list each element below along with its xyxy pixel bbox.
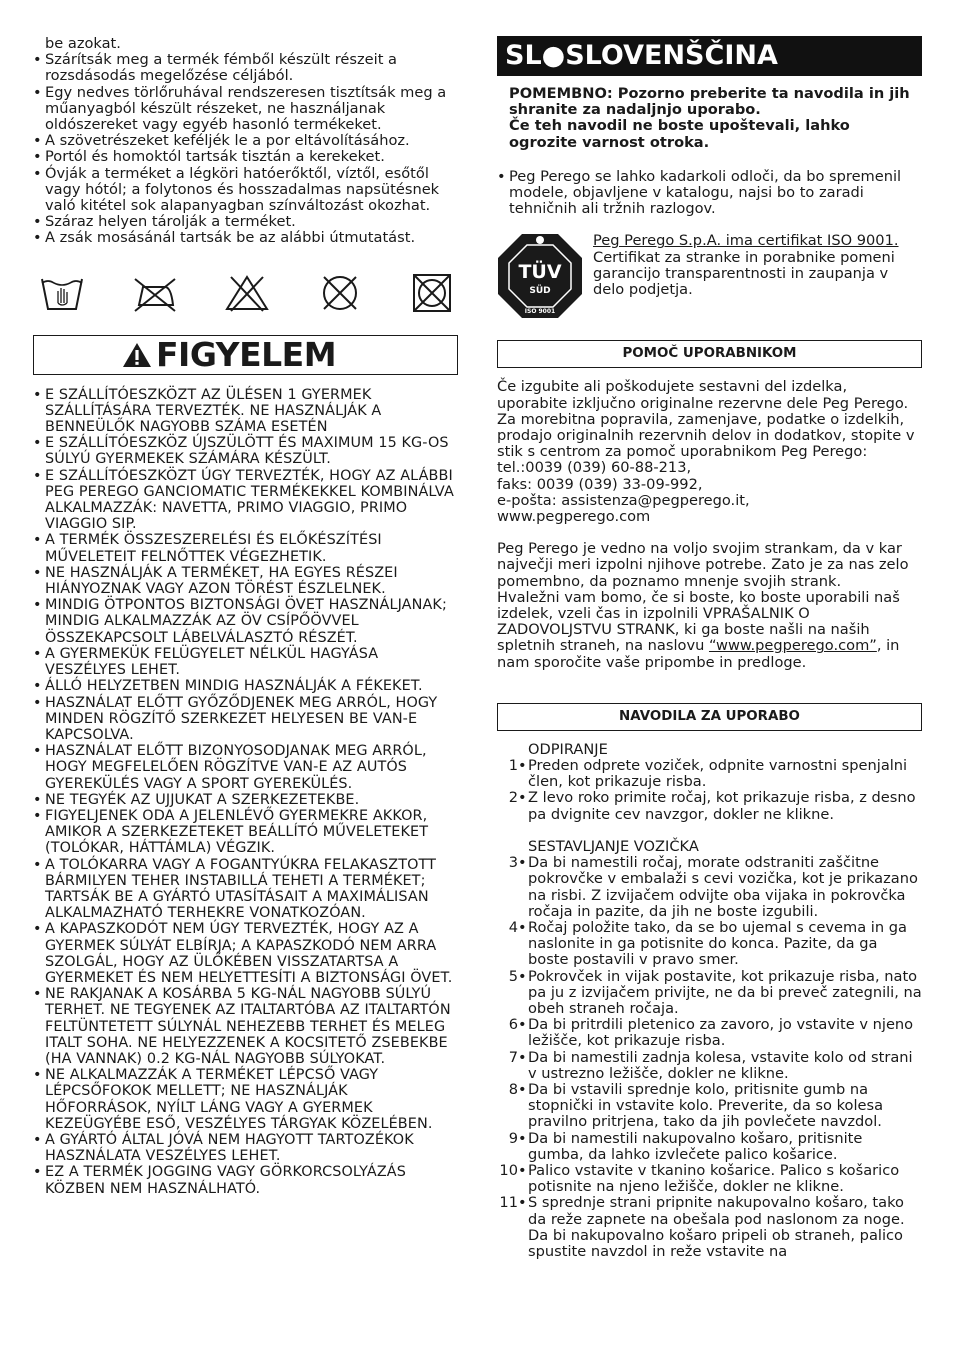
warning-list [33,387,458,1197]
list-item [497,920,922,969]
survey-after: , in nam sporočite vaše pripombe in predloge. [497,637,900,671]
badge-sud-text: SÜD [529,286,551,297]
list-item: • MINDIG ÖTPONTOS BIZTONSÁGI ÖVET HASZNÁLJANAK; MINDIG ALKALMAZZÁK AZ ÖV CSÍPŐÖVVEL ÖSSZEKAPCSOLT LÁBELVÁLASZTÓ RÉSZÉT. [33,597,458,646]
list-item [497,790,922,822]
list-item [497,1163,922,1195]
warning-header [33,335,458,375]
list-item: • E SZÁLLÍTÓESZKÖZ ÚJSZÜLÖTT ÉS MAXIMUM 15 KG-OS SÚLYÚ GYERMEKEK SZÁMÁRA KÉSZÜLT. [33,435,458,467]
language-title: SL●SLOVENŠČINA [505,39,778,71]
step-text: Pokrovček in vijak postavite, kot prikazuje risba, nato pa ju z izvijačem privijte, ne da bi preveč zategnili, na obeh straneh ročaja. [528,967,922,1017]
list-item [497,758,922,790]
step-number: 5 • [497,969,518,985]
list-item: • HASZNÁLAT ELŐTT BIZONYOSODJANAK MEG ARRÓL, HOGY MEGFELELŐEN RÖGZÍTVE VAN-E AZ AUTÓS GYEREKÜLÉS VAGY A SPORT GYEREKÜLÉS. [33,743,458,792]
step-number: 3 • [497,855,518,871]
cert-link[interactable]: Peg Perego S.p.A. ima certifikat ISO 9001. [593,232,899,250]
list-item: • EZ A TERMÉK JOGGING VAGY GÖRKORCSOLYÁZÁS KÖZBEN NEM HASZNÁLHATÓ. [33,1164,458,1196]
list-item: • A GYERMEKÜK FELÜGYELET NÉLKÜL HAGYÁSA VESZÉLYES LEHET. [33,646,458,678]
list-item [497,86,922,151]
certification [497,233,922,319]
manual-title: NAVODILA ZA UPORABO [619,708,800,724]
contact-email[interactable]: e-pošta: assistenza@pegperego.it, [497,491,750,509]
survey-text [497,590,922,671]
step-text: Da bi pritrdili pletenico za zavoro, jo vstavite v njeno ležišče, kot prikazuje risba. [528,1016,914,1050]
intro-list [497,169,922,218]
list-item [497,969,922,1018]
step-text: Preden odprete voziček, odpnite varnostni spenjalni člen, kot prikazuje risba. [528,757,908,791]
contact-web[interactable]: www.pegperego.com [497,508,651,526]
step-text: Palico vstavite v tkanino košarice. Palico s košarico potisnite na njeno ležišče, dokler ne klikne. [528,1161,900,1196]
left-column [33,36,458,1197]
list-item: • Száraz helyen tárolják a terméket. [33,214,458,230]
warning-triangle-icon [122,342,152,368]
care-symbols [40,273,454,313]
list-item: • E SZÁLLÍTÓESZKÖZT ÚGY TERVEZTÉK, HOGY AZ ALÁBBI PEG PEREGO GANCIOMATIC TERMÉKEKKEL KOMBINÁLVA ALKALMAZZÁK: NAVETTA, PRIMO VIAGGIO, PRIMO VIAGGIO SIP. [33,468,458,533]
contact-tel: tel.:0039 (039) 60-88-213, [497,459,692,477]
list-item: • A szövetrészeket keféljék le a por eltávolításához. [33,133,458,149]
list-item [497,1082,922,1131]
warning-title: FIGYELEM [156,334,337,374]
manual-section-header [497,703,922,731]
step-text: Da bi namestili ročaj, morate odstraniti zaščitne pokrovčke v embalaži s cevi vozička, kot je prikazano na risbi. Z izvijačem odvijte oba vijaka in pokrovčka ročaja in pazite, da jih ne boste izgubili. [528,854,918,920]
list-item: • Portól és homoktól tartsák tisztán a kerekeket. [33,149,458,165]
no-dry-clean-icon [318,273,362,313]
list-item: • A TERMÉK ÖSSZESZERELÉSI ÉS ELŐKÉSZÍTÉSI MŰVELETEIT FELNŐTTEK VÉGEZHETIK. [33,532,458,564]
assembly-steps [497,855,922,1260]
list-item: • Óvják a terméket a légköri hatóerőktől, víztől, esőtől vagy hótól; a folytonos és hosszadalmas napsütésnek való kitétel sok alapanyagban színváltozást okozhat. [33,166,458,215]
step-text: Da bi namestili nakupovalno košaro, pritisnite gumba, da lahko izvlečete palico košarice. [528,1129,863,1163]
list-item [497,1017,922,1049]
certification-text [593,233,922,319]
list-item [497,1195,922,1260]
step-number: 1 • [497,758,518,774]
right-column [497,36,922,1260]
step-number: 4 • [497,920,518,936]
step-text: Ročaj položite tako, da se bo ujemal s cevema in ga naslonite in ga potisnite do konca. Pazite, da ga boste postavili v pravo smer. [528,918,907,969]
step-text: Da bi namestili zadnja kolesa, vstavite kolo od strani v ustrezno ležišče, dokler ne klikne. [528,1048,913,1082]
list-item: • FIGYELJENEK ODA A JELENLÉVŐ GYERMEKRE AKKOR, AMIKOR A SZERKEZETEKET BEÁLLÍTÓ MŰVELETEKET (TOLÓKAR, HÁTTÁMLA) VÉGZIK. [33,808,458,857]
list-item: • Szárítsák meg a termék fémből készült részeit a rozsdásodás megelőzése céljából. [33,52,458,84]
tuv-iso-badge-icon [497,233,583,319]
manual-body [497,742,922,1260]
help-text: Če izgubite ali poškodujete sestavni del izdelka, uporabite izključno originalne rezervne dele Peg Perego. Za morebitna popravila, zamenjave, podatke o izdelkih, prodajo originalnih rezervnih delov in dodatkov, stopite v stik s centrom za pomoč uporabnikom Peg Perego: [497,378,915,461]
step-text: Z levo roko primite ročaj, kot prikazuje risba, z desno pa dvignite cev navzgor, dokler ne klikne. [528,789,916,823]
list-item: • A KAPASZKODÓT NEM ÚGY TERVEZTÉK, HOGY AZ A GYERMEK SÚLYÁT ELBÍRJA; A KAPASZKODÓ NEM ARRA SZOLGÁL, HOGY AZ ÜLŐKÉBEN VISSZATARTSA A GYERMEKET ÉS NEM HELYETTESÍTI A BIZTONSÁGI ÖVET. [33,921,458,986]
survey-link[interactable]: “www.pegperego.com” [708,637,877,655]
care-list [33,36,458,247]
cert-description: Certifikat za stranke in porabnike pomeni garancijo transparentnosti in zaupanja v delo podjetja. [593,248,895,299]
help-section-header [497,340,922,368]
step-text: S sprednje strani pripnite nakupovalno košaro, tako da reže zapnete na obešala pod naslonom za noge. Da bi nakupovalno košaro pripeli ob straneh, palico spustite navzdol in reže vstavite na [528,1194,905,1260]
list-item: • A GYÁRTÓ ÁLTAL JÓVÁ NEM HAGYOTT TARTOZÉKOK HASZNÁLATA VESZÉLYES LEHET. [33,1132,458,1164]
language-header [497,36,922,76]
help-title: POMOČ UPORABNIKOM [622,346,797,362]
hand-wash-icon [40,273,84,313]
feedback-text: Peg Perego je vedno na voljo svojim strankam, da v kar največji meri izpolni njihove potrebe. Zato je za nas zelo pomembno, da poznamo mnenje svojih strank. [497,540,909,590]
step-number: 9 • [497,1131,518,1147]
assembly-title: SESTAVLJANJE VOZIČKA [528,837,699,855]
no-tumble-dry-icon [410,273,454,313]
opening-title: ODPIRANJE [528,740,608,758]
list-item: • NE HASZNÁLJÁK A TERMÉKET, HA EGYES RÉSZEI HIÁNYOZNAK VAGY AZON TÖRÉST ÉSZLELNEK. [33,565,458,597]
list-item: • A zsák mosásánál tartsák be az alábbi útmutatást. [33,230,458,246]
list-item: • Egy nedves törlőruhával rendszeresen tisztítsák meg a műanyagból készült részeket, ne használjanak oldószereket vagy egyéb hasonló termékeket. [33,85,458,134]
list-item: • Peg Perego se lahko kadarkoli odloči, da bo spremenil modele, objavljene v katalogu, najsi bo to zaradi tehničnih ali tržnih razlogov. [497,169,922,218]
badge-tuv-text: TÜV [518,261,562,284]
step-number: 7 • [497,1050,518,1066]
no-bleach-icon [225,273,269,313]
help-body [497,379,922,525]
list-item: • E SZÁLLÍTÓESZKÖZT AZ ÜLÉSEN 1 GYERMEK SZÁLLÍTÁSÁRA TERVEZTÉK. NE HASZNÁLJÁK A BENNEÜLŐK NAGYOBB SZÁMA ESETÉN [33,387,458,436]
list-item: • NE RAKJANAK A KOSÁRBA 5 KG-NÁL NAGYOBB SÚLYÚ TERHET. NE TEGYENEK AZ ITALTARTÓBA AZ ITALTARTÓN FELTÜNTETETT SÚLYNÁL NEHEZEBB TERHET ÉS MELEG ITALT SOHA. NE HELYEZZENEK A KOCSITETŐ ZSEBEKBE (HA VANNAK) 0.2 KG-NÁL NAGYOBB SÚLYOKAT. [33,986,458,1067]
list-item: • ÁLLÓ HELYZETBEN MINDIG HASZNÁLJÁK A FÉKEKET. [33,678,458,694]
step-number: 10 • [497,1163,518,1179]
step-number: 11 • [497,1195,518,1211]
important-line-1: POMEMBNO: Pozorno preberite ta navodila in jih shranite za nadaljnjo uporabo. [509,85,910,119]
list-item: • NE TEGYÉK AZ UJJUKAT A SZERKEZETEKBE. [33,792,458,808]
contact-fax: faks: 0039 (039) 33-09-992, [497,475,703,493]
list-item [497,1050,922,1082]
survey-before: Hvaležni vam bomo, če si boste, ko boste uporabili naš izdelek, vzeli čas in izpolnili VPRAŠALNIK O ZADOVOLJSTVU STRANK, ki ga boste našli na naših spletnih straneh, na naslovu [497,588,900,655]
step-number: 6 • [497,1017,518,1033]
step-text: Da bi vstavili sprednje kolo, pritisnite gumb na stopnički in vstavite kolo. Preverite, da so kolesa pravilno pritrjena, tako da jih povlečete navzdol. [528,1080,884,1131]
no-ironing-icon [133,273,177,313]
list-item: • A TOLÓKARRA VAGY A FOGANTYÚKRA FELAKASZTOTT BÁRMILYEN TEHER INSTABILLÁ TEHETI A TERMÉKET; TARTSÁK BE A GYÁRTÓ UTASÍTÁSAIT A MAXIMÁLISAN ALKALMAZHATÓ TERHEKRE VONATKOZÓAN. [33,857,458,922]
important-line-2: Če teh navodil ne boste upoštevali, lahko ogrozite varnost otroka. [509,117,850,151]
badge-iso-text: ISO 9001 [524,308,556,316]
opening-steps [497,758,922,823]
step-number: 8 • [497,1082,518,1098]
list-item [497,1131,922,1163]
list-item: • HASZNÁLAT ELŐTT GYŐZŐDJENEK MEG ARRÓL, HOGY MINDEN RÖGZÍTŐ SZERKEZET HELYESEN BE VAN-E KAPCSOLVA. [33,695,458,744]
step-number: 2 • [497,790,518,806]
list-item [497,855,922,920]
list-item: be azokat. [45,35,121,52]
feedback-body [497,541,922,671]
important-notice [497,86,922,151]
list-item: • NE ALKALMAZZÁK A TERMÉKET LÉPCSŐ VAGY LÉPCSŐFOKOK MELLETT; NE HASZNÁLJÁK HŐFORRÁSOK, NYÍLT LÁNG VAGY A GYERMEK KEZEÜGYÉBE ESŐ, VESZÉLYES TÁRGYAK KÖZELÉBEN. [33,1067,458,1132]
